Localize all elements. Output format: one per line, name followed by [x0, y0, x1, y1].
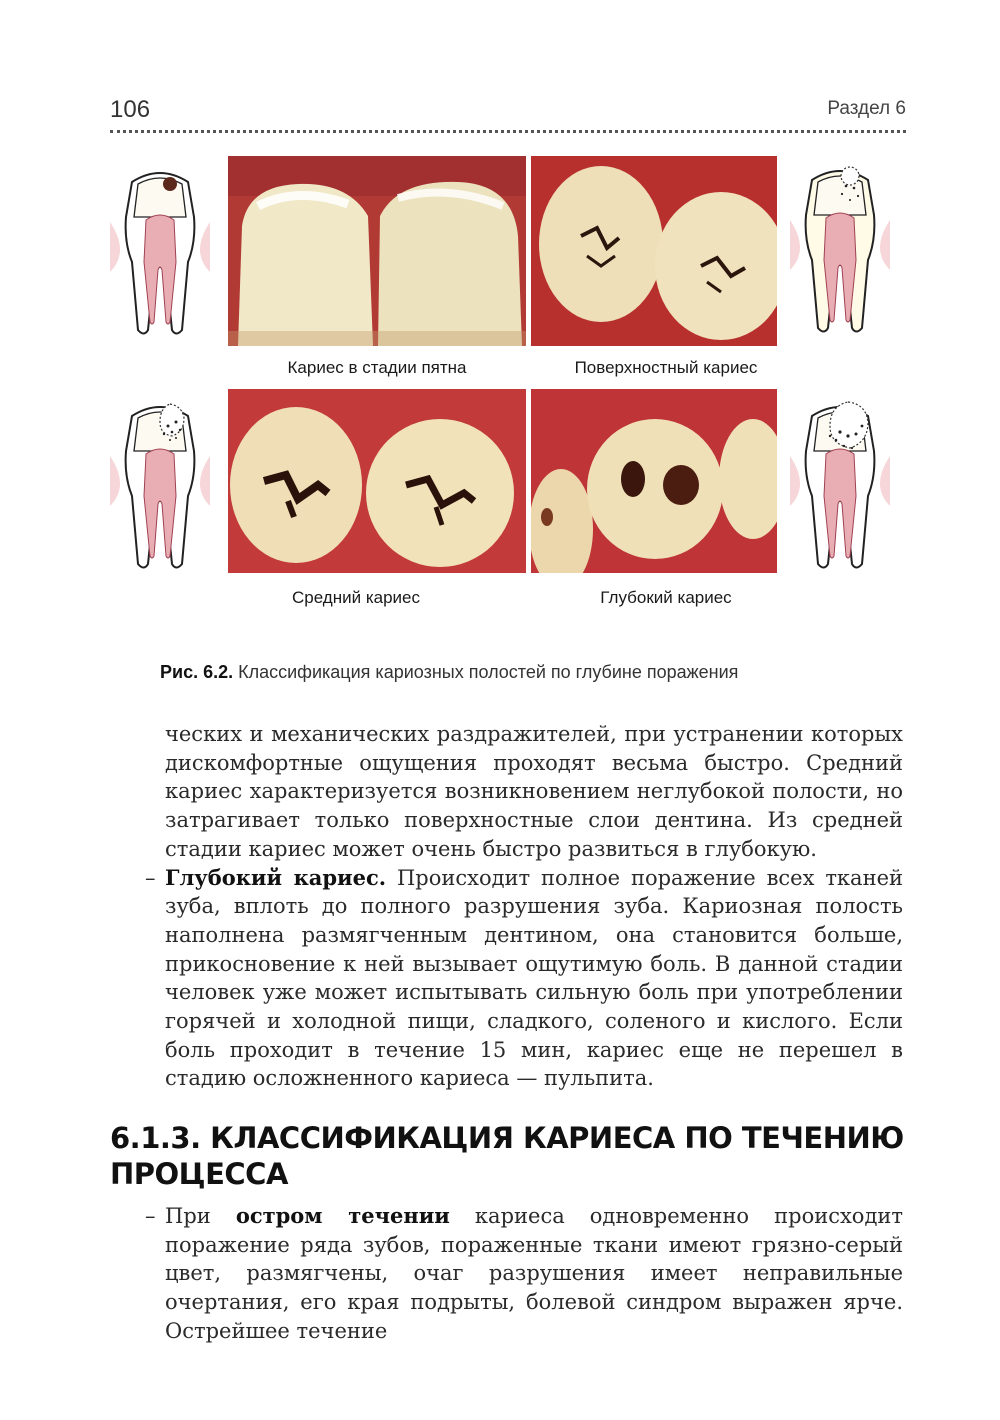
- term-acute-course: остром течении: [235, 1203, 450, 1228]
- term-deep-caries: Глубокий кариес.: [165, 864, 387, 890]
- figure-caption-prefix: Рис. 6.2.: [160, 662, 234, 682]
- acute-course-pre: При: [165, 1204, 236, 1228]
- deep-caries-text: Происходит полное поражение всех тканей зуба, вплоть до полного разрушения зуба. Кариозная полость наполнена размягченным дентином, она становится больше, прикосновение к ней вызывает ощутимую боль. В данной стадии человек уже может испытывать сильную боль при употреблении горячей и холодной пищи, сладкого, соленого и кислого. Если боль проходит в течение 15 мин, кариес еще не перешел в стадию осложненного кариеса — пульпита.: [165, 865, 904, 1091]
- figure-caption: [160, 662, 738, 683]
- label-spot: Кариес в стадии пятна: [287, 358, 467, 377]
- paragraph-medium-caries: ческих и механических раздражителей, при устранении которых дискомфортные ощущения проходят весьма быстро. Средний кариес характеризуется возникновением неглубокой полости, но затрагивает только поверхностные слои дентина. Из средней стадии кариес может очень быстро развиться в глубокую.: [165, 722, 903, 861]
- label-deep: Глубокий кариес: [600, 588, 732, 607]
- figure-6-2: [0, 0, 1000, 660]
- section-heading: 6.1.3. КЛАССИФИКАЦИЯ КАРИЕСА ПО ТЕЧЕНИЮ ПРОЦЕССА: [110, 1121, 904, 1191]
- label-medium: Средний кариес: [291, 588, 420, 607]
- label-superficial: Поверхностный кариес: [574, 358, 758, 377]
- section-label: Раздел 6: [827, 98, 906, 119]
- tooth-diagram-deep: [790, 396, 890, 571]
- tooth-diagram-medium: [110, 396, 210, 571]
- list-dash: –: [145, 1204, 156, 1228]
- list-item-acute-course: [145, 1202, 903, 1346]
- list-item-deep-caries: [145, 864, 904, 1094]
- body-continuation: [145, 720, 904, 1093]
- photo-medium-caries: [228, 389, 526, 573]
- photo-superficial-caries: [531, 156, 777, 346]
- photo-spot-caries: [228, 156, 526, 346]
- list-dash: –: [145, 865, 156, 890]
- section-body: [145, 1202, 903, 1346]
- tooth-diagram-superficial: [790, 160, 890, 335]
- photo-deep-caries: [531, 389, 777, 573]
- acute-course-text: кариеса одновременно происходит поражение ряда зубов, пораженные ткани имеют грязно-серый цвет, размягчены, очаг разрушения имеет неправильные очертания, его края подрыты, болевой синдром выражен ярче. Острейшее течение: [165, 1204, 903, 1343]
- tooth-diagram-spot: [110, 162, 210, 337]
- figure-caption-text: Классификация кариозных полостей по глубине поражения: [233, 662, 739, 682]
- page-number: 106: [110, 96, 151, 123]
